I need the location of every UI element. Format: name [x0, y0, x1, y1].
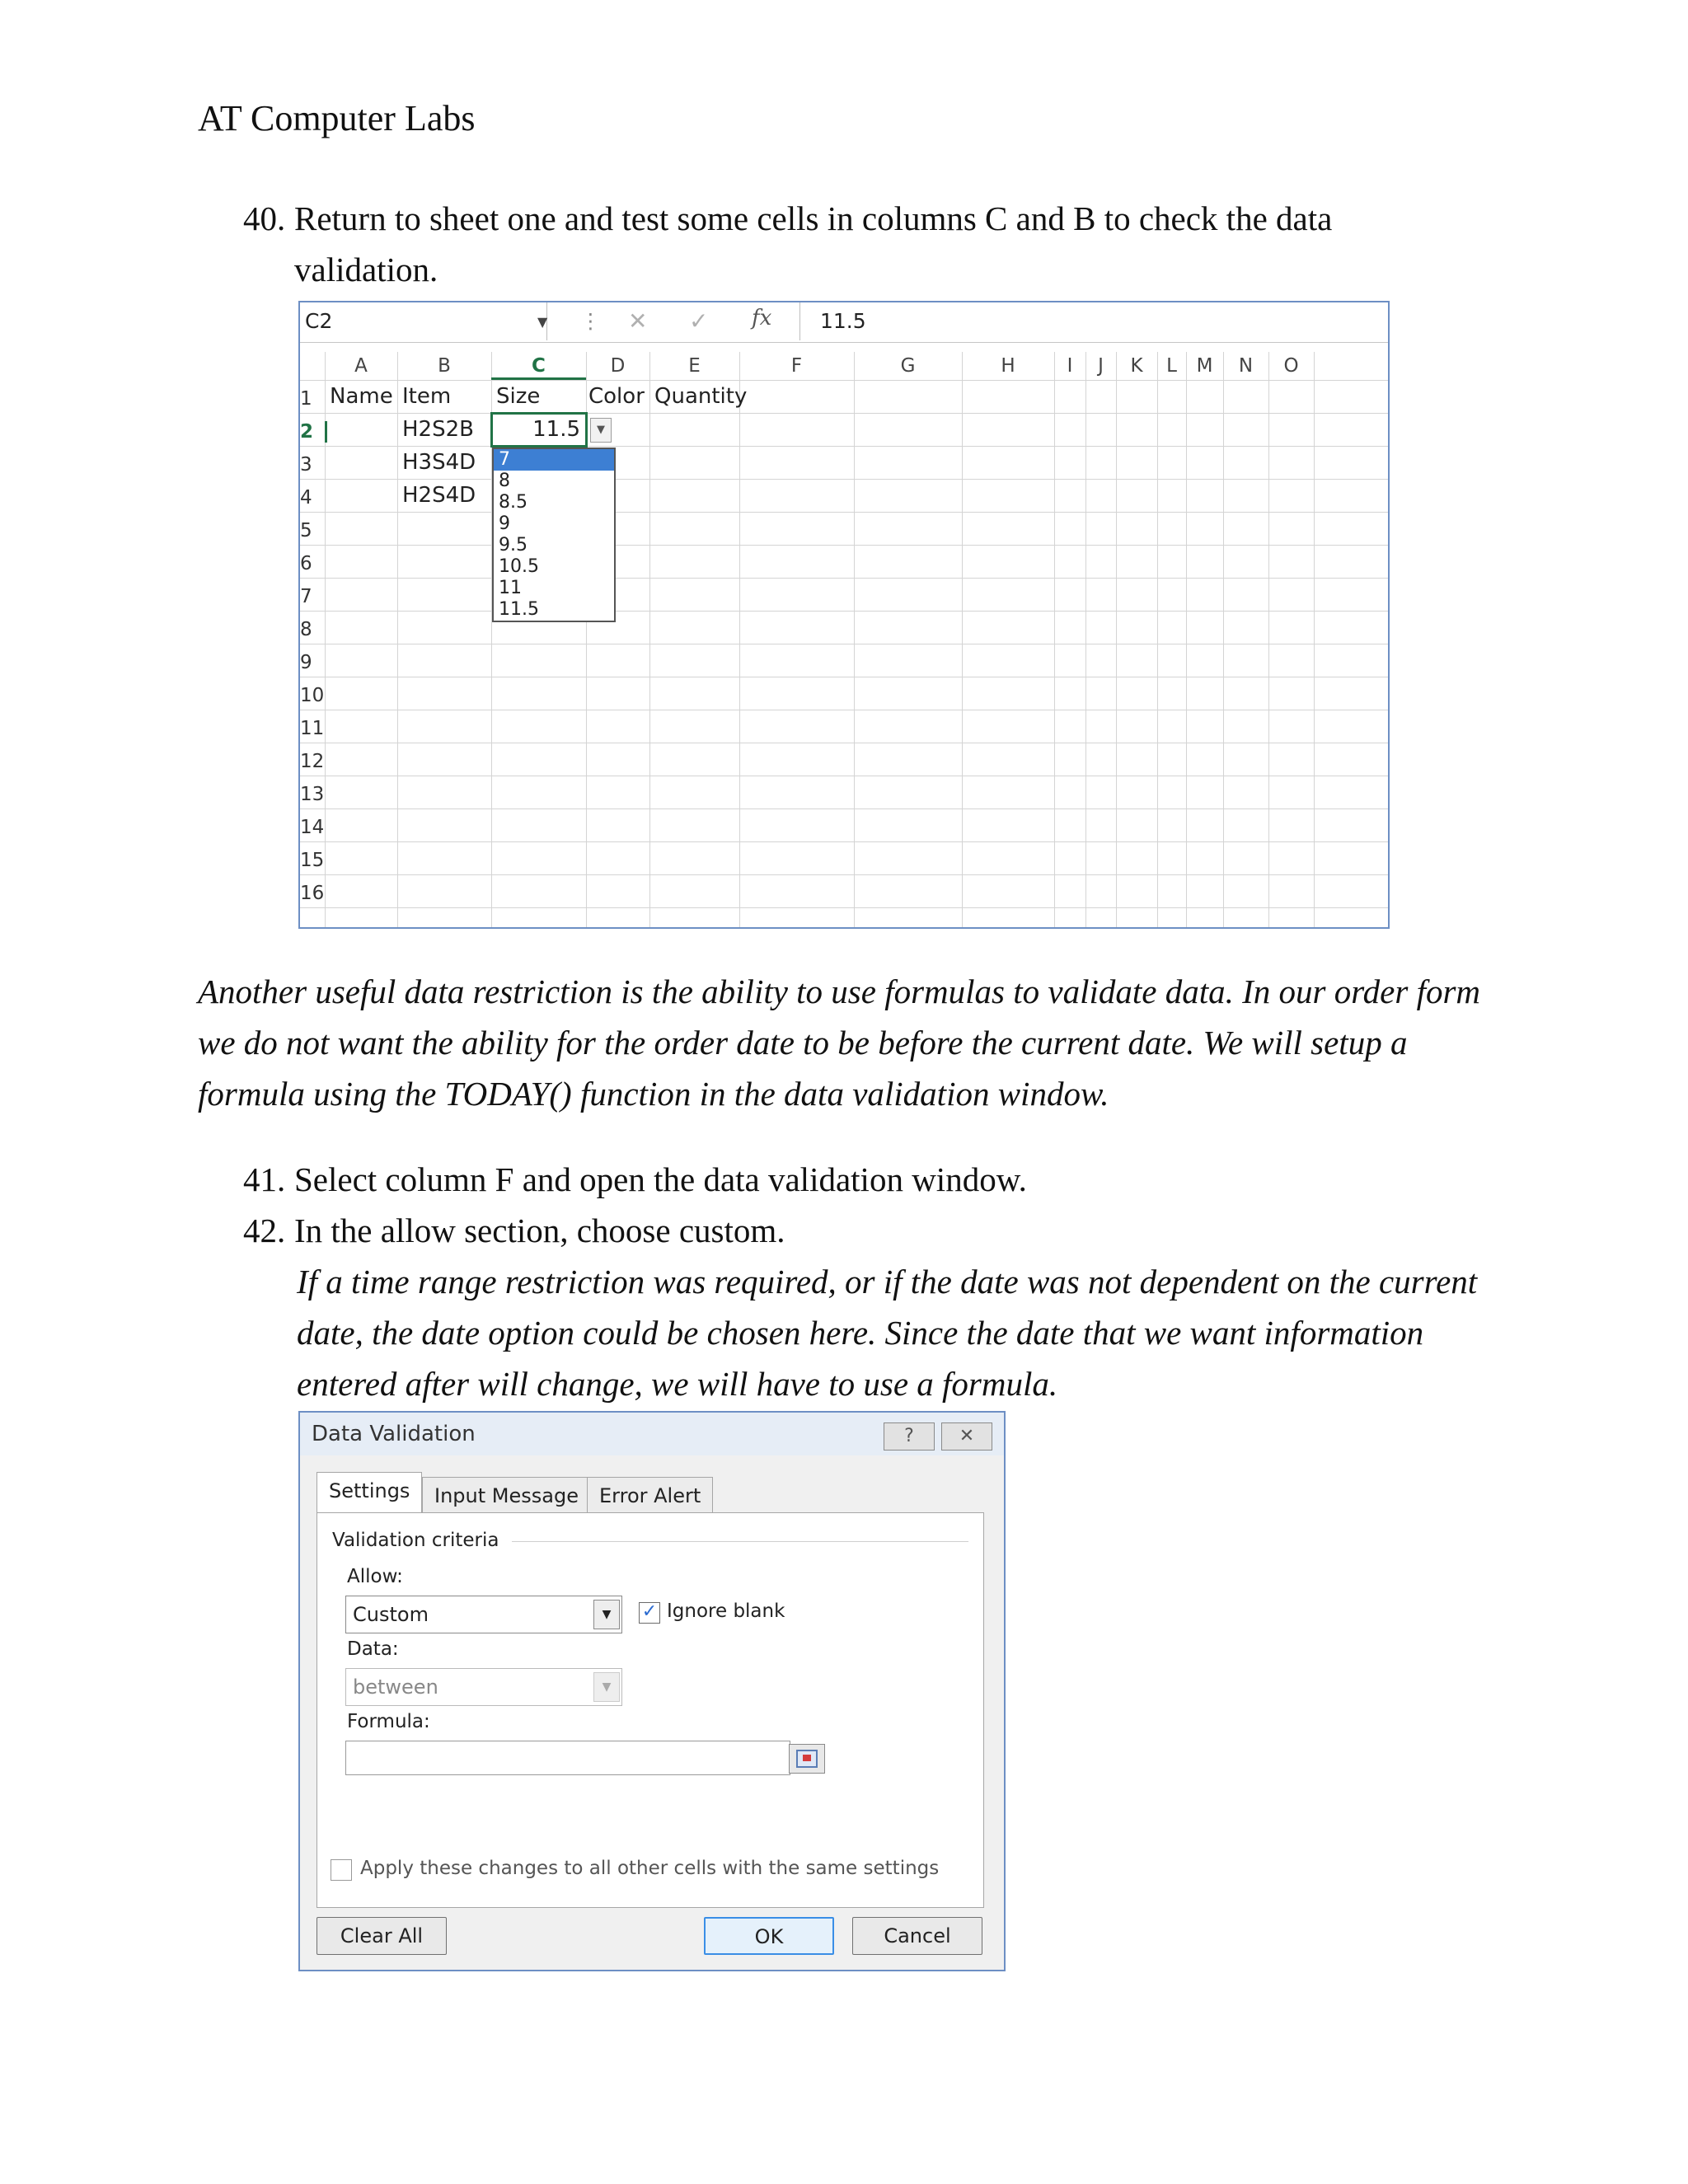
row-header[interactable]: 14 [300, 817, 325, 838]
clear-all-button[interactable]: Clear All [316, 1917, 447, 1955]
dropdown-option[interactable]: 11.5 [499, 599, 539, 620]
close-button[interactable]: ✕ [941, 1422, 992, 1451]
step-40 [243, 193, 1479, 295]
column-header-o[interactable]: O [1283, 355, 1299, 377]
allow-select-value: Custom [353, 1603, 429, 1626]
formula-bar [300, 302, 1388, 343]
row-header[interactable]: 16 [300, 883, 325, 904]
step-41 [243, 1154, 1479, 1205]
allow-select[interactable] [345, 1596, 622, 1633]
row-header[interactable]: 8 [300, 619, 312, 640]
row-header[interactable]: 4 [300, 487, 312, 509]
dropdown-arrow-icon[interactable]: ▼ [590, 418, 612, 443]
data-label: Data: [347, 1638, 399, 1660]
row-header[interactable]: 10 [300, 685, 325, 706]
cell-b2[interactable]: H2S2B [402, 417, 474, 442]
help-button[interactable]: ? [884, 1422, 935, 1451]
dialog-title: Data Validation [300, 1413, 1004, 1455]
apply-all-label: Apply these changes to all other cells with the same settings [360, 1858, 940, 1879]
row-header[interactable]: 5 [300, 520, 312, 541]
more-icon: ⋮ [580, 309, 601, 333]
data-select[interactable] [345, 1668, 622, 1706]
dropdown-option[interactable]: 11 [499, 578, 522, 598]
body-paragraph: Another useful data restriction is the ability to use formulas to validate data. In our order form we do not want the ability for the order date to be before the current date. We will setup a formula using the TODAY() function in the data validation window. [198, 972, 1481, 1113]
function-icon[interactable]: fx [752, 306, 772, 330]
column-header-d[interactable]: D [610, 355, 626, 377]
column-header-m[interactable]: M [1196, 355, 1213, 377]
dropdown-option[interactable]: 8.5 [499, 492, 528, 513]
check-icon[interactable]: ✓ [689, 307, 709, 335]
column-header-c[interactable]: C [491, 352, 586, 380]
column-header-l[interactable]: L [1166, 355, 1177, 377]
step-text: In the allow section, choose custom. [294, 1212, 785, 1249]
chevron-down-icon[interactable]: ▼ [537, 314, 548, 330]
dropdown-option[interactable]: 9 [499, 513, 510, 534]
cell-a1[interactable]: Name [330, 384, 393, 409]
dropdown-option[interactable]: 10.5 [499, 556, 539, 577]
step-text: Select column F and open the data validation window. [294, 1160, 1027, 1198]
dropdown-option[interactable]: 9.5 [499, 535, 528, 555]
row-header[interactable]: 2 [300, 421, 327, 443]
cell-b4[interactable]: H2S4D [402, 483, 476, 508]
allow-label: Allow: [347, 1566, 403, 1587]
column-header-a[interactable]: A [354, 355, 368, 377]
excel-screenshot [298, 301, 1390, 929]
column-header-f[interactable]: F [790, 355, 803, 377]
dropdown-list[interactable] [492, 448, 616, 622]
dropdown-option[interactable]: 8 [499, 471, 510, 491]
row-header[interactable]: 9 [300, 652, 312, 673]
page-header: AT Computer Labs [198, 98, 476, 138]
dropdown-option[interactable]: 7 [494, 449, 614, 471]
range-select-button[interactable] [789, 1744, 825, 1774]
cell-b1[interactable]: Item [402, 384, 452, 409]
ignore-blank-label: Ignore blank [667, 1601, 785, 1622]
section-heading: Validation criteria [332, 1530, 499, 1551]
column-header-h[interactable]: H [1001, 355, 1015, 377]
settings-panel [316, 1512, 984, 1908]
section-divider [512, 1541, 968, 1542]
row-header[interactable]: 11 [300, 718, 325, 739]
chevron-down-icon[interactable]: ▼ [593, 1600, 620, 1629]
step-number: 40. [243, 199, 286, 237]
chevron-down-icon[interactable]: ▼ [593, 1672, 620, 1702]
tab-input-message[interactable]: Input Message [422, 1477, 591, 1513]
formula-input[interactable] [345, 1741, 790, 1775]
cancel-button[interactable]: Cancel [852, 1917, 982, 1955]
row-header[interactable]: 3 [300, 454, 312, 476]
tab-settings[interactable]: Settings [316, 1472, 422, 1513]
column-header-j[interactable]: J [1098, 355, 1104, 377]
cell-b3[interactable]: H3S4D [402, 450, 476, 475]
column-header-e[interactable]: E [688, 355, 701, 377]
step-42 [243, 1205, 1479, 1256]
cell-c1[interactable]: Size [496, 384, 541, 409]
formula-input[interactable]: 11.5 [799, 302, 1390, 340]
ignore-blank-checkbox[interactable]: ✓ [639, 1602, 660, 1624]
note-paragraph: If a time range restriction was required, or if the date was not dependent on the current date, the date option could be chosen here. Since the date that we want information entered after will change, we will have to use a formula. [297, 1263, 1478, 1403]
column-header-g[interactable]: G [900, 355, 916, 377]
row-header[interactable]: 1 [300, 388, 312, 410]
data-validation-dialog [298, 1411, 1006, 1971]
row-header[interactable]: 13 [300, 784, 325, 805]
data-select-value: between [353, 1675, 438, 1699]
cell-e1[interactable]: Quantity [654, 384, 748, 409]
formula-label: Formula: [347, 1711, 430, 1732]
step-number: 42. [243, 1212, 286, 1249]
column-header-k[interactable]: K [1130, 355, 1143, 377]
row-header[interactable]: 6 [300, 553, 312, 574]
row-header[interactable]: 15 [300, 850, 325, 871]
step-number: 41. [243, 1160, 286, 1198]
tab-error-alert[interactable]: Error Alert [587, 1477, 713, 1513]
ok-button[interactable]: OK [704, 1917, 834, 1955]
cell-d1[interactable]: Color [588, 384, 645, 409]
column-header-n[interactable]: N [1238, 355, 1254, 377]
column-header-i[interactable]: I [1067, 355, 1073, 377]
step-text: Return to sheet one and test some cells in columns C and B to check the data validation. [294, 199, 1333, 288]
row-header[interactable]: 7 [300, 586, 312, 607]
row-header[interactable]: 12 [300, 751, 325, 772]
cell-c2-value: 11.5 [532, 417, 580, 442]
apply-all-checkbox[interactable] [331, 1859, 352, 1881]
column-header-b[interactable]: B [438, 355, 451, 377]
name-box[interactable]: C2 [300, 302, 547, 340]
cancel-icon[interactable]: ✕ [628, 307, 648, 335]
